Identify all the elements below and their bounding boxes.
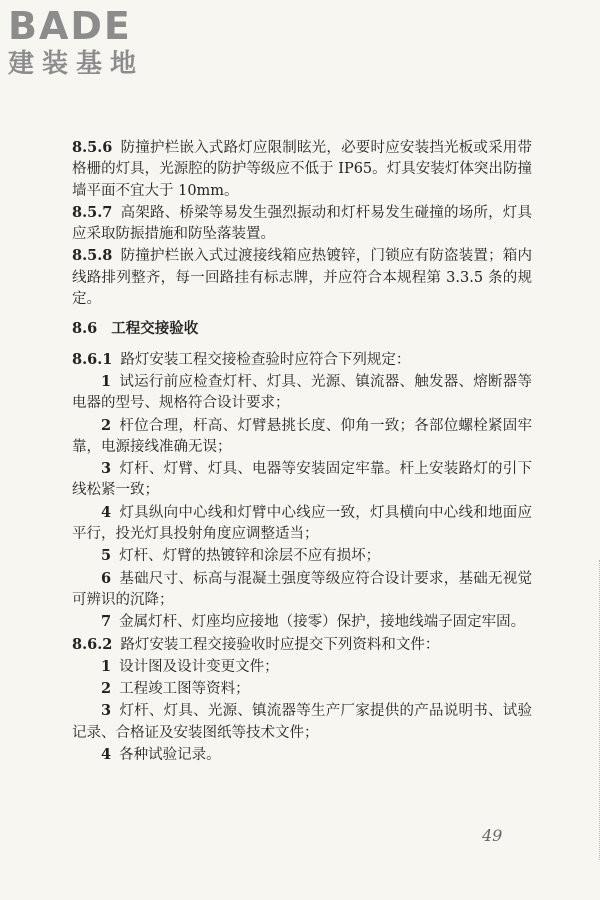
page-edge-divider (559, 560, 600, 860)
list-item (72, 568, 532, 612)
clause-8-5-6 (72, 137, 532, 202)
clause-8-6-2 (72, 634, 532, 656)
item-text: 工程竣工图等资料； (119, 681, 250, 698)
item-number: 3 (101, 460, 112, 478)
list-item (72, 700, 532, 744)
list-item (72, 502, 532, 546)
clause-text: 路灯安装工程交接验收时应提交下列资料和文件： (120, 636, 440, 653)
item-text: 设计图及设计变更文件； (119, 658, 279, 675)
item-number: 4 (101, 503, 112, 521)
section-heading (72, 318, 532, 339)
page-number: 49 (482, 826, 503, 845)
section-title: 工程交接验收 (111, 320, 199, 338)
item-text: 灯杆、灯具、光源、镇流器等生产厂家提供的产品说明书、试验记录、合格证及安装图纸等技术文件； (72, 703, 532, 741)
list-item (72, 458, 532, 502)
item-number: 7 (101, 613, 112, 631)
item-text: 试运行前应检查灯杆、灯具、光源、镇流器、触发器、熔断器等电器的型号、规格符合设计要求； (72, 373, 532, 412)
item-number: 3 (101, 702, 112, 720)
clause-number: 8.5.6 (72, 139, 113, 156)
list-item (72, 415, 532, 459)
clause-text: 路灯安装工程交接检查验时应符合下列规定： (120, 351, 411, 368)
list-item (72, 656, 532, 678)
item-text: 基础尺寸、标高与混凝土强度等级应符合设计要求，基础无视觉可辨识的沉降； (72, 570, 532, 608)
clause-number: 8.5.7 (72, 203, 113, 221)
item-number: 5 (101, 547, 112, 565)
list-item (72, 678, 532, 700)
list-item (72, 744, 532, 766)
clause-text: 防撞护栏嵌入式过渡接线箱应热镀锌，门锁应有防盗装置；箱内线路排列整齐，每一回路挂有标志牌，并应符合本规程第 3.3.5 条的规定。 (72, 248, 532, 308)
clause-text: 防撞护栏嵌入式路灯应限制眩光，必要时应安装挡光板或采用带格栅的灯具，光源腔的防护等级应不低于 IP65。灯具安装灯体突出防撞墙平面不宜大于 10mm。 (72, 140, 532, 199)
item-number: 4 (101, 746, 112, 764)
section-number: 8.6 (72, 320, 98, 338)
item-number: 2 (101, 416, 112, 434)
item-text: 灯具纵向中心线和灯臂中心线应一致，灯具横向中心线和地面应平行，投光灯具投射角度应调整适当； (72, 504, 532, 543)
clause-8-5-8 (72, 245, 532, 310)
item-number: 6 (101, 569, 112, 587)
logo-text-en: BADE (8, 4, 132, 48)
list-item (72, 545, 532, 567)
item-number: 1 (101, 657, 112, 675)
bade-logo (8, 4, 183, 80)
clause-8-5-7 (72, 202, 532, 246)
clause-number: 8.6.1 (72, 350, 113, 368)
item-text: 灯杆、灯臂、灯具、电器等安装固定牢靠。杆上安装路灯的引下线松紧一致； (72, 461, 532, 499)
list-item (72, 611, 532, 633)
clause-8-6-1 (72, 349, 532, 371)
list-item (72, 371, 532, 415)
clause-number: 8.5.8 (72, 247, 113, 265)
item-number: 1 (101, 372, 112, 390)
item-text: 金属灯杆、灯座均应接地（接零）保护，接地线端子固定牢固。 (119, 614, 526, 631)
logo-text-cn: 建装基地 (8, 49, 145, 79)
item-text: 各种试验记录。 (119, 747, 221, 764)
item-text: 灯杆、灯臂的热镀锌和涂层不应有损坏； (119, 548, 381, 565)
item-number: 2 (101, 680, 112, 698)
clause-number: 8.6.2 (72, 635, 113, 653)
document-body (72, 137, 532, 766)
clause-text: 高架路、桥梁等易发生强烈振动和灯杆易发生碰撞的场所，灯具应采取防振措施和防坠落装置。 (72, 204, 532, 243)
item-text: 杆位合理，杆高、灯臂悬挑长度、仰角一致；各部位螺栓紧固牢靠，电源接线准确无误； (72, 417, 532, 455)
